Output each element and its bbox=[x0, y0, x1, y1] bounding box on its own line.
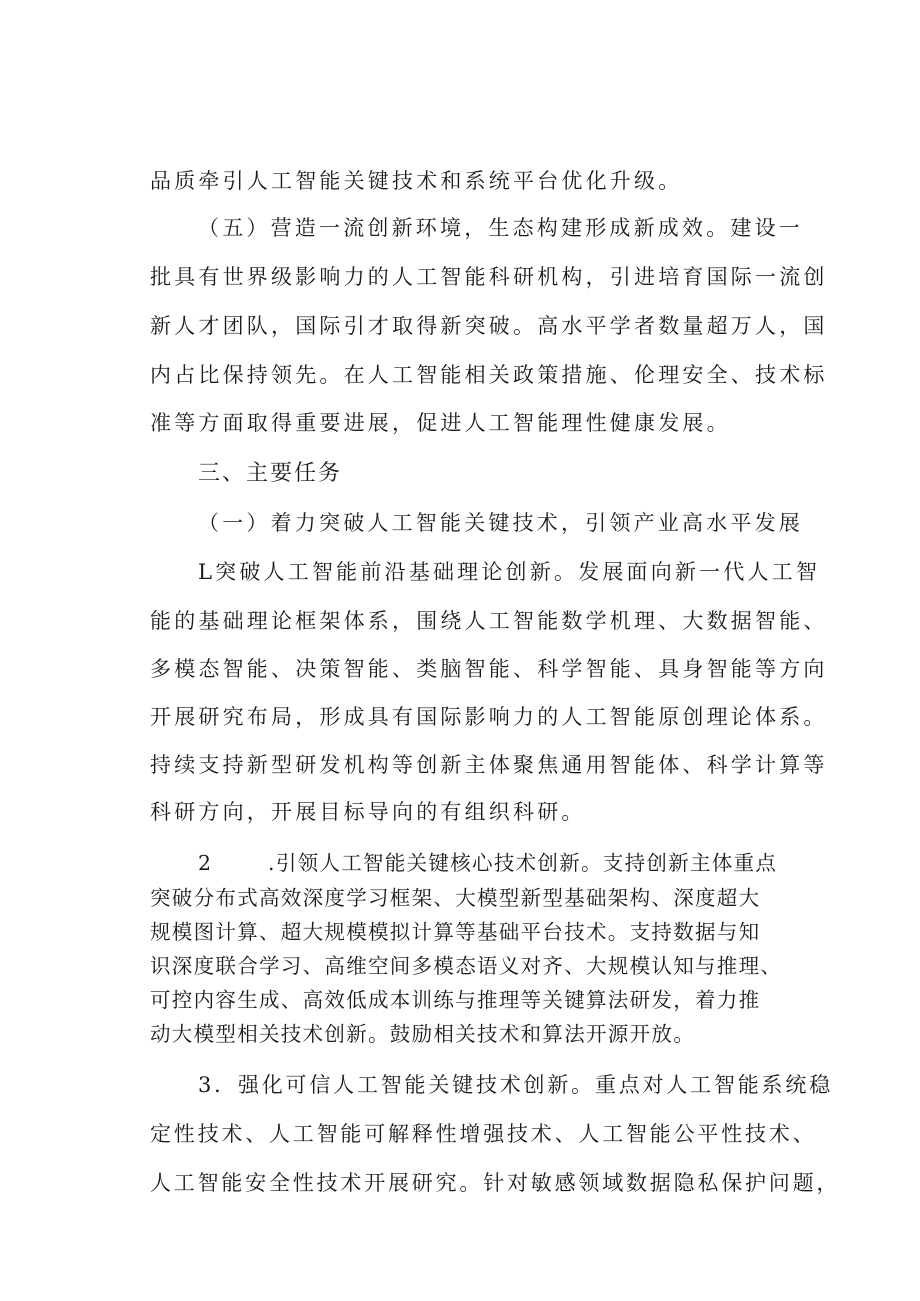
paragraph-5-line-4: 内占比保持领先。在人工智能相关政策措施、伦理安全、技术标 bbox=[150, 363, 828, 387]
item-1-line-6: 科研方向，开展目标导向的有组织科研。 bbox=[150, 800, 586, 824]
item-1-line-4: 开展研究布局，形成具有国际影响力的人工智能原创理论体系。 bbox=[150, 705, 828, 729]
item-1-line-5: 持续支持新型研发机构等创新主体聚焦通用智能体、科学计算等 bbox=[150, 753, 828, 777]
item-2-line-2: 突破分布式高效深度学习框架、大模型新型基础架构、深度超大 bbox=[150, 886, 761, 910]
item-1-line-3: 多模态智能、决策智能、类脑智能、科学智能、具身智能等方向 bbox=[150, 657, 828, 681]
item-2-line-1 bbox=[198, 848, 777, 878]
item-2-line-1-text: .引领人工智能关键核心技术创新。支持创新主体重点 bbox=[268, 851, 778, 875]
paragraph-5-line-3: 新人才团队，国际引才取得新突破。高水平学者数量超万人，国 bbox=[150, 314, 828, 338]
item-2-line-5: 可控内容生成、高效低成本训练与推理等关键算法研发，着力推 bbox=[150, 988, 761, 1012]
item-2-line-4: 识深度联合学习、高维空间多模态语义对齐、大规模认知与推理、 bbox=[150, 954, 783, 978]
item-1-line-2: 能的基础理论框架体系，围绕人工智能数学机理、大数据智能、 bbox=[150, 609, 828, 633]
paragraph-5-line-2: 批具有世界级影响力的人工智能科研机构，引进培育国际一流创 bbox=[150, 265, 828, 289]
prev-paragraph-line-1: 品质牵引人工智能关键技术和系统平台优化升级。 bbox=[150, 169, 683, 193]
item-3-line-3: 人工智能安全性技术开展研究。针对敏感领域数据隐私保护问题， bbox=[150, 1171, 841, 1195]
paragraph-5-line-1: （五）营造一流创新环境，生态构建形成新成效。建设一 bbox=[198, 216, 803, 240]
subsection-heading: （一）着力突破人工智能关键技术，引领产业高水平发展 bbox=[198, 511, 803, 535]
item-2-line-3: 规模图计算、超大规模模拟计算等基础平台技术。支持数据与知 bbox=[150, 920, 761, 944]
item-2-number: 2 bbox=[198, 851, 213, 875]
paragraph-5-line-5: 准等方面取得重要进展，促进人工智能理性健康发展。 bbox=[150, 411, 731, 435]
item-1-line-1: L突破人工智能前沿基础理论创新。发展面向新一代人工智 bbox=[198, 560, 821, 584]
item-3-line-1: 3．强化可信人工智能关键技术创新。重点对人工智能系统稳 bbox=[198, 1073, 833, 1097]
item-3-line-2: 定性技术、人工智能可解释性增强技术、人工智能公平性技术、 bbox=[150, 1122, 817, 1146]
item-2-line-6: 动大模型相关技术创新。鼓励相关技术和算法开源开放。 bbox=[150, 1022, 695, 1046]
section-heading: 三、主要任务 bbox=[198, 461, 343, 486]
